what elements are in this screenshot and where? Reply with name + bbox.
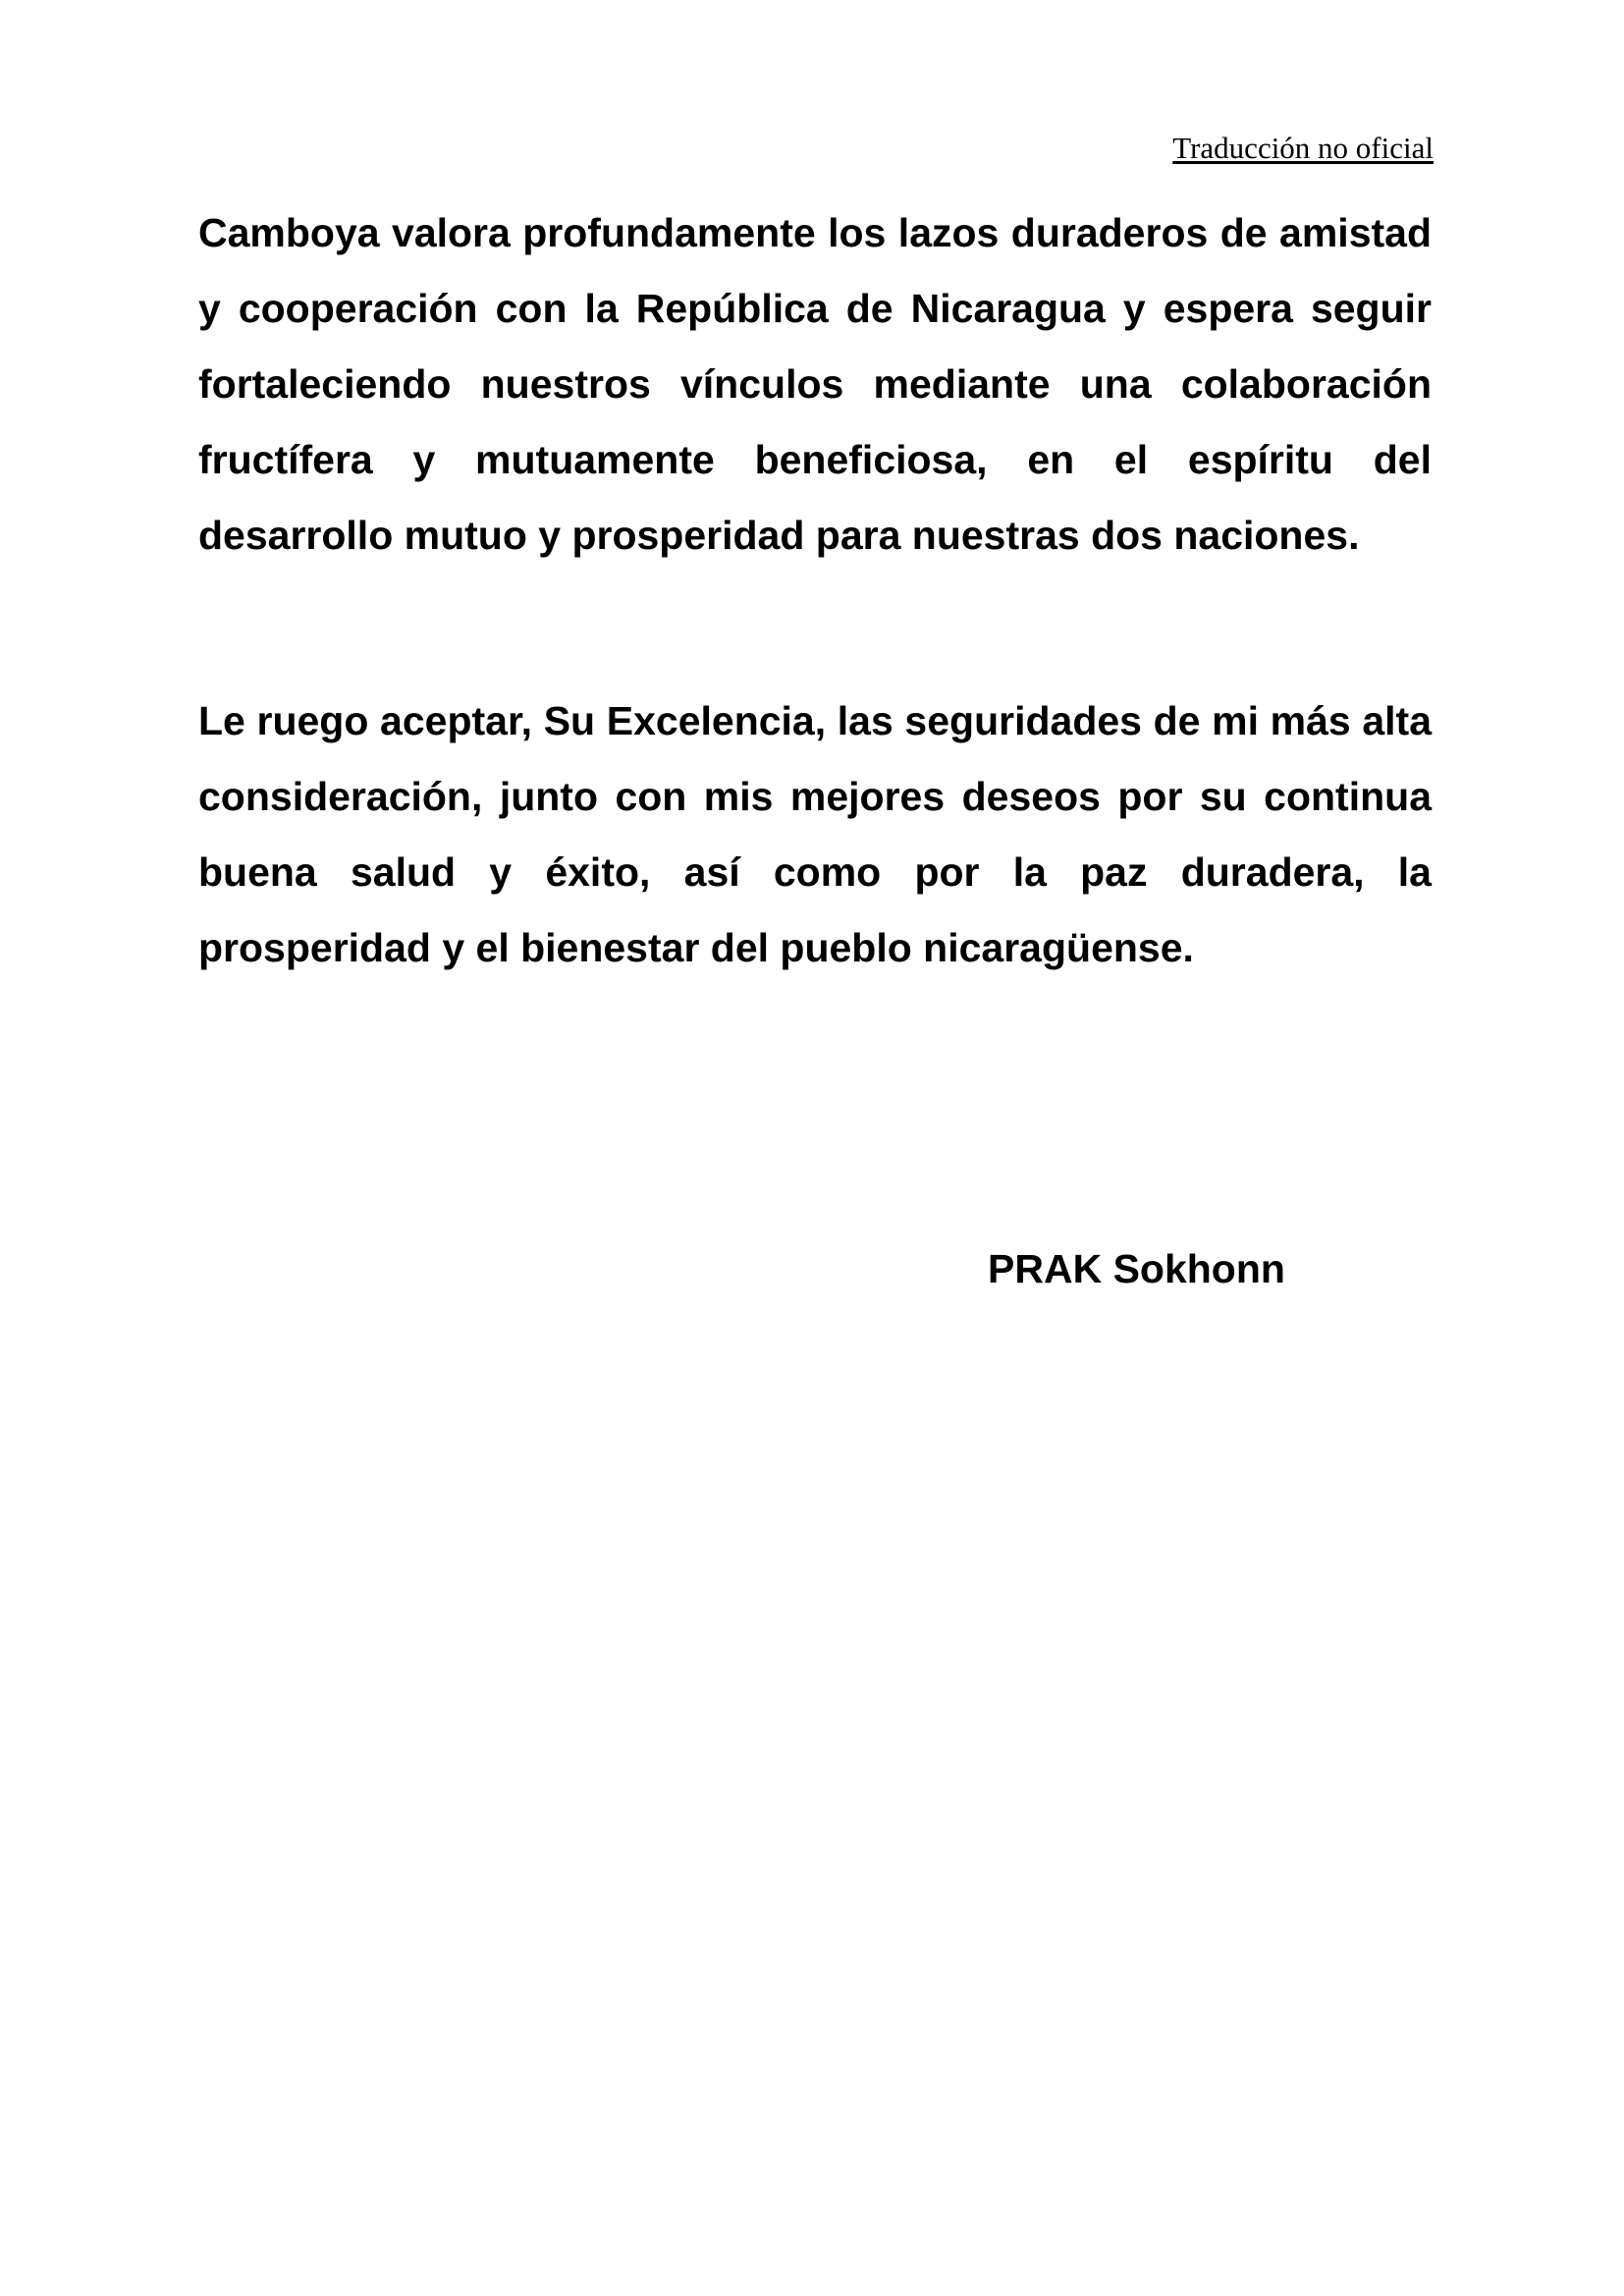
paragraph-closing: Le ruego aceptar, Su Excelencia, las seguridades de mi más alta consideración, junto con mis mejores deseos por su continua buena salud y éxito, así como por la paz duradera, la prosperidad y el bienestar del pueblo nicaragüense. xyxy=(198,698,1432,970)
signatory-name: PRAK Sokhonn xyxy=(988,1246,1285,1291)
paragraph-friendship: Camboya valora profundamente los lazos duraderos de amistad y cooperación con la República de Nicaragua y espera seguir fortaleciendo nuestros vínculos mediante una colaboración fructífera y mutuamente beneficiosa, en el espíritu del desarrollo mutuo y prosperidad para nuestras dos naciones. xyxy=(198,210,1432,558)
unofficial-translation-note: Traducción no oficial xyxy=(1172,131,1434,165)
